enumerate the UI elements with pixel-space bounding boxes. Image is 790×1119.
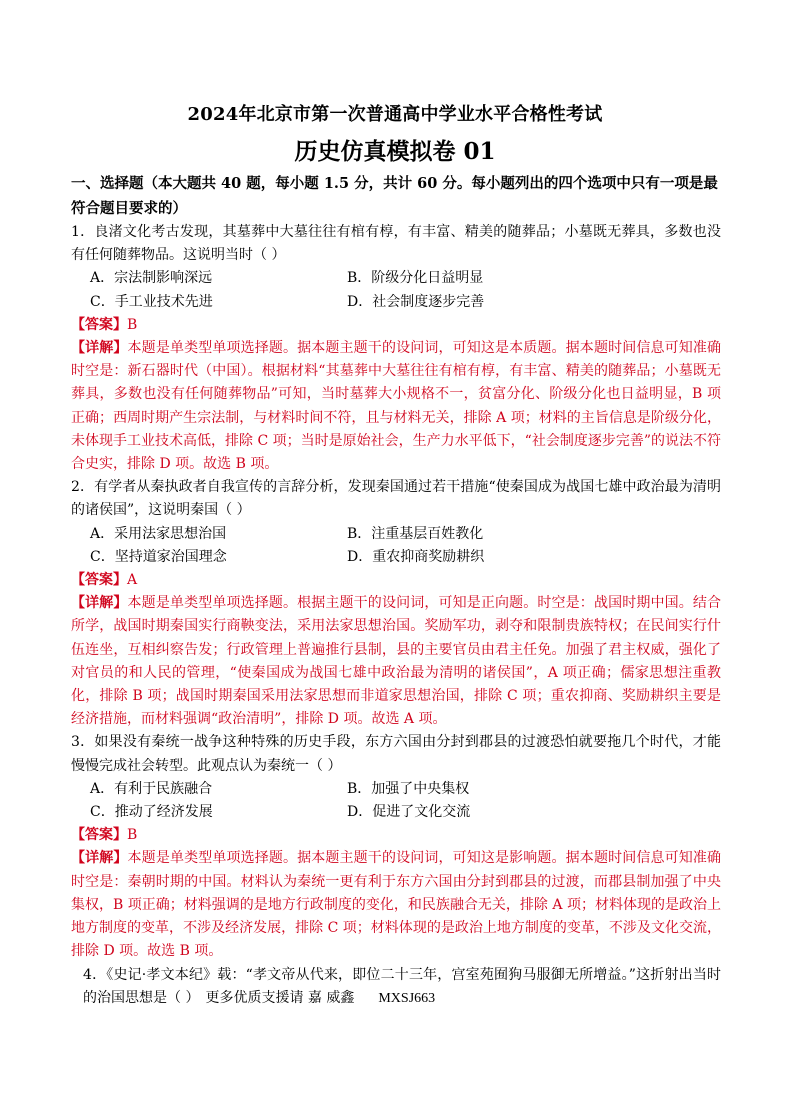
detail-text: 本题是单类型单项选择题。据本题主题干的设问词，可知这是影响题。据本题时间信息可知准确时空是：秦朝时期的中国。材料认为秦统一更有利于东方六国由分封到郡县的过渡，而郡县制加强了中央集权，B 项正确；材料强调的是地方行政制度的变化，和民族融合无关，排除 A 项；材料体现的是政治上地方制度的变革，不涉及经济发展，排除 C 项；材料体现的是政治上地方制度的变革，不涉及文化交流，排除 D 项。故选 B 项。 xyxy=(71,850,722,960)
question-stem: 1．良渚文化考古发现，其墓葬中大墓往往有棺有椁，有丰富、精美的随葬品；小墓既无葬具，多数也没有任何随葬物品。这说明当时（ ） xyxy=(71,224,721,264)
answer-line xyxy=(71,569,721,592)
answer-label: 【答案】 xyxy=(71,316,127,333)
promo-code: MXSJ663 xyxy=(378,990,436,1006)
detail-paragraph xyxy=(71,847,721,963)
question-stem: 3．如果没有秦统一战争这种特殊的历史手段，东方六国由分封到郡县的过渡恐怕就要拖几个时代，才能慢慢完成社会转型。此观点认为秦统一（ ） xyxy=(71,734,721,774)
options xyxy=(71,267,721,313)
option-b: B．注重基层百姓教化 xyxy=(347,525,484,542)
answer-label: 【答案】 xyxy=(71,572,127,589)
option-a: A．有利于民族融合 xyxy=(90,780,213,797)
option-b: B．阶级分化日益明显 xyxy=(347,270,484,287)
detail-text: 本题是单类型单项选择题。据本题主题干的设问词，可知这是本质题。据本题时间信息可知准确时空是：新石器时代（中国）。根据材料“其墓葬中大墓往往有棺有椁，有丰富、精美的随葬品；小墓既无葬具，多数也没有任何随葬物品”可知，当时墓葬大小规格不一，贫富分化、阶级分化也日益明显，B 项正确；西周时期产生宗法制，与材料时间不符，且与材料无关，排除 A 项；材料的主旨信息是阶级分化，未体现手工业技术高低，排除 C 项；当时是原始社会，生产力水平低下，“社会制度逐步完善”的说法不符合史实，排除 D 项。故选 B 项。 xyxy=(71,340,722,473)
answer-label: 【答案】 xyxy=(71,827,127,844)
exam-subtitle: 历史仿真模拟卷 01 xyxy=(294,138,496,165)
option-c: C．手工业技术先进 xyxy=(90,293,213,310)
question-3 xyxy=(71,731,721,963)
option-d: D．重农抑商奖励耕织 xyxy=(347,548,485,565)
answer-value: B xyxy=(127,827,138,844)
detail-paragraph xyxy=(71,592,721,731)
detail-paragraph xyxy=(71,337,721,476)
exam-content xyxy=(71,171,721,1010)
option-d: D．社会制度逐步完善 xyxy=(347,293,485,310)
detail-label: 【详解】 xyxy=(71,340,128,357)
answer-value: A xyxy=(127,572,138,589)
options xyxy=(71,778,721,824)
option-b: B．加强了中央集权 xyxy=(347,780,470,797)
question-2 xyxy=(71,476,721,731)
detail-label: 【详解】 xyxy=(71,850,128,867)
option-a: A．宗法制影响深远 xyxy=(90,270,213,287)
option-c: C．坚持道家治国理念 xyxy=(90,548,227,565)
option-d: D．促进了文化交流 xyxy=(347,804,471,821)
answer-line xyxy=(71,824,721,847)
question-1 xyxy=(71,221,721,476)
answer-line xyxy=(71,314,721,337)
promo-text: 更多优质支援请 嘉 威鑫 xyxy=(205,989,355,1006)
detail-text: 本题是单类型单项选择题。根据主题干的设问词，可知是正向题。时空是：战国时期中国。结合所学，战国时期秦国实行商鞅变法，采用法家思想治国。奖励军功，剥夺和限制贵族特权；在民间实行什伍连坐，互相纠察告发；行政管理上普遍推行县制，县的主要官员由君主任免。加强了君主权威，强化了对官员的和人民的管理，“使秦国成为战国七雄中政治最为清明的诸侯国”，A 项正确；儒家思想注重教化，排除 B 项；战国时期秦国采用法家思想而非道家思想治国，排除 C 项；重农抑商、奖励耕织主要是经济措施，而材料强调“政治清明”，排除 D 项。故选 A 项。 xyxy=(71,595,722,728)
section-heading: 一、选择题（本大题共 40 题，每小题 1.5 分，共计 60 分。每小题列出的四个选项中只有一项是最符合题目要求的） xyxy=(71,175,718,217)
option-c: C．推动了经济发展 xyxy=(90,804,213,821)
detail-label: 【详解】 xyxy=(71,595,128,612)
exam-title: 2024年北京市第一次普通高中学业水平合格性考试 xyxy=(187,104,603,125)
options xyxy=(71,523,721,569)
question-stem xyxy=(71,964,721,1010)
answer-value: B xyxy=(127,316,138,333)
option-a: A．采用法家思想治国 xyxy=(90,525,227,542)
question-stem-text: 4．《史记·孝文本纪》载：“孝文帝从代来，即位二十三年，宫室苑囿狗马服御无所增益。”这折射出当时的治国思想是（ ） xyxy=(83,966,721,1006)
question-4 xyxy=(71,964,721,1010)
question-stem: 2．有学者从秦执政者自我宣传的言辞分析，发现秦国通过若干措施“使秦国成为战国七雄中政治最为清明的诸侯国”，这说明秦国（ ） xyxy=(71,479,721,519)
